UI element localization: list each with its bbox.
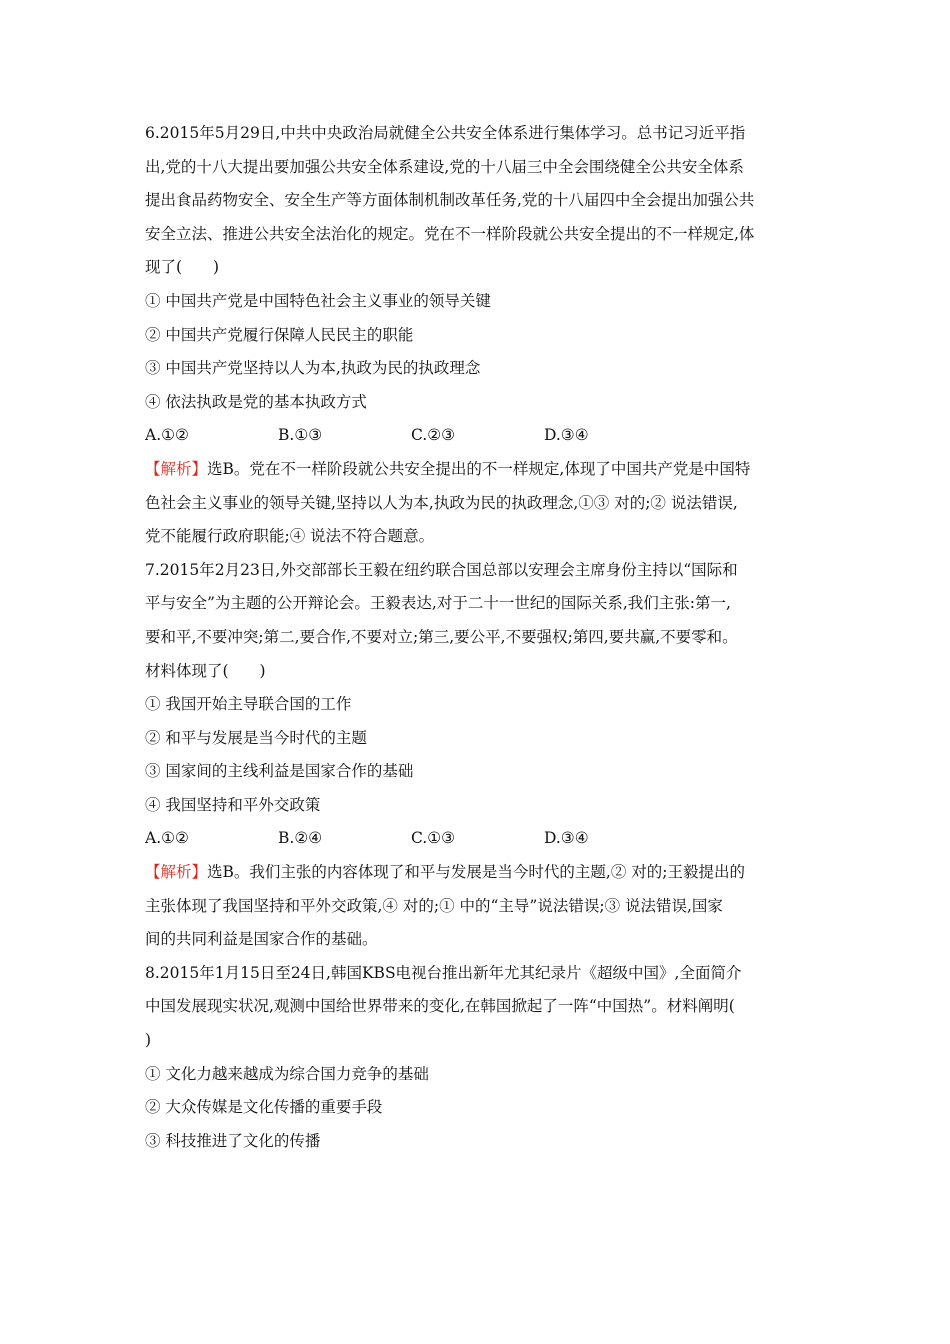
question-7-analysis-line-1 [145, 856, 830, 890]
question-6-option-b: B.①③ [278, 426, 323, 445]
question-6-line-1: 6.2015年5月29日,中共中央政治局就健全公共安全体系进行集体学习。总书记习近平指 [145, 124, 746, 142]
question-6-item-3: ③ 中国共产党坚持以人为本,执政为民的执政理念 [145, 359, 481, 378]
analysis-tag: 【解析】 [145, 459, 208, 478]
question-6-analysis-line-1 [145, 453, 830, 487]
question-6-item-1: ① 中国共产党是中国特色社会主义事业的领导关键 [145, 291, 491, 310]
question-6-option-a: A.①② [145, 426, 189, 445]
question-7-analysis-line-2: 主张体现了我国坚持和平外交政策,④ 对的;① 中的“主导”说法错误;③ 说法错误,国家 [145, 896, 723, 915]
question-7-line-4: 材料体现了( ) [145, 661, 266, 680]
question-7-option-c: C.①③ [411, 829, 456, 848]
question-7-item-2: ② 和平与发展是当今时代的主题 [145, 728, 367, 747]
question-6-item-4: ④ 依法执政是党的基本执政方式 [145, 392, 367, 411]
question-6-option-c: C.②③ [411, 426, 456, 445]
question-8 [145, 957, 830, 1159]
question-8-item-1: ① 文化力越来越成为综合国力竞争的基础 [145, 1064, 429, 1083]
question-8-item-2: ② 大众传媒是文化传播的重要手段 [145, 1098, 383, 1117]
question-8-line-2: 中国发展现实状况,观测中国给世界带来的变化,在韩国掀起了一阵“中国热”。材料阐明( [145, 997, 735, 1016]
question-8-line-3: ) [145, 1031, 152, 1050]
question-8-line-1: 8.2015年1月15日至24日,韩国KBS电视台推出新年尤其纪录片《超级中国》,全面简介 [145, 963, 742, 982]
question-7-option-b: B.②④ [278, 829, 323, 848]
question-7-line-3: 要和平,不要冲突;第二,要合作,不要对立;第三,要公平,不要强权;第四,要共赢,不要零和。 [145, 627, 738, 646]
question-6-options [145, 419, 830, 453]
question-7-option-a: A.①② [145, 829, 189, 848]
analysis-text: 选B。党在不一样阶段就公共安全提出的不一样规定,体现了中国共产党是中国特 [207, 459, 751, 478]
question-8-item-3: ③ 科技推进了文化的传播 [145, 1131, 321, 1150]
analysis-tag: 【解析】 [145, 863, 208, 882]
question-6-option-d: D.③④ [544, 426, 589, 445]
question-6-analysis-line-2: 色社会主义事业的领导关键,坚持以人为本,执政为民的执政理念,①③ 对的;② 说法错误, [145, 493, 738, 512]
question-7 [145, 554, 830, 957]
question-6-item-2: ② 中国共产党履行保障人民民主的职能 [145, 325, 414, 344]
question-7-analysis-line-3: 间的共同利益是国家合作的基础。 [145, 930, 378, 949]
question-6-line-4: 安全立法、推进公共安全法治化的规定。党在不一样阶段就公共安全提出的不一样规定,体 [145, 224, 755, 243]
question-7-item-3: ③ 国家间的主线利益是国家合作的基础 [145, 762, 414, 781]
question-7-option-d: D.③④ [544, 829, 589, 848]
question-6-line-5: 现了( ) [145, 258, 220, 277]
question-6-line-3: 提出食品药物安全、安全生产等方面体制机制改革任务,党的十八届四中全会提出加强公共 [145, 191, 755, 210]
analysis-text: 选B。我们主张的内容体现了和平与发展是当今时代的主题,② 对的;王毅提出的 [207, 863, 745, 882]
question-6-line-2: 出,党的十八大提出要加强公共安全体系建设,党的十八届三中全会围绕健全公共安全体系 [145, 157, 744, 176]
question-7-item-1: ① 我国开始主导联合国的工作 [145, 695, 352, 714]
question-6-analysis-line-3: 党不能履行政府职能;④ 说法不符合题意。 [145, 527, 435, 546]
question-6 [145, 117, 830, 554]
question-7-line-2: 平与安全”为主题的公开辩论会。王毅表达,对于二十一世纪的国际关系,我们主张:第一, [145, 594, 731, 613]
question-7-line-1: 7.2015年2月23日,外交部部长王毅在纽约联合国总部以安理会主席身份主持以“国际和 [145, 560, 738, 579]
question-7-options [145, 822, 830, 856]
question-7-item-4: ④ 我国坚持和平外交政策 [145, 795, 321, 814]
